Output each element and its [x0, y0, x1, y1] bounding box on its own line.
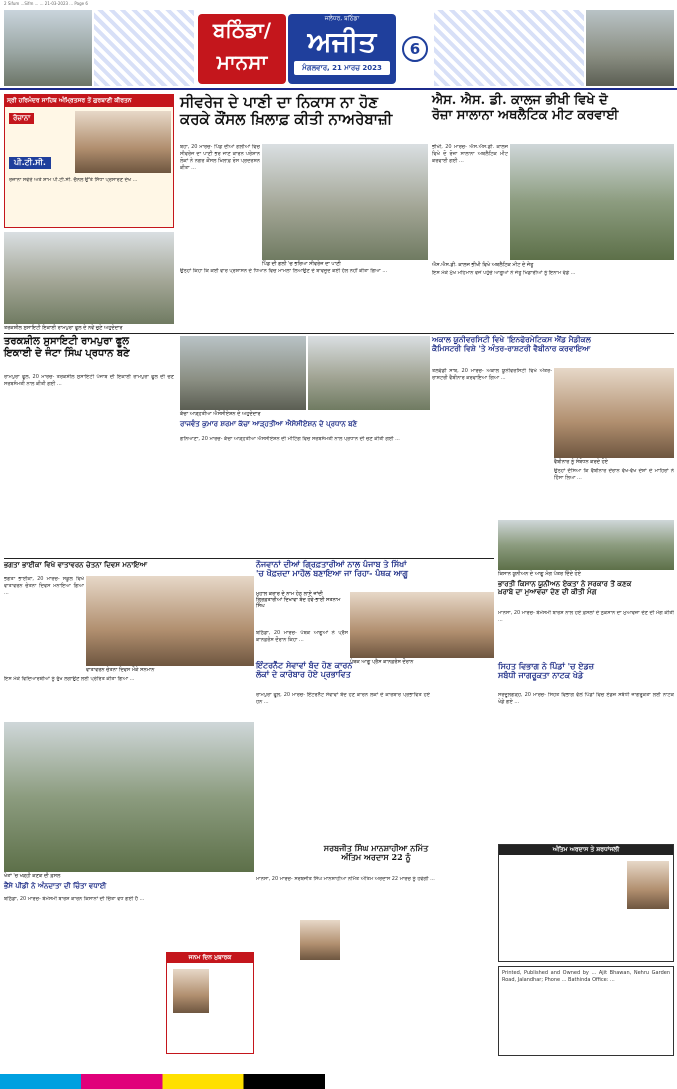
story7-headline: ਭਗਤਾ ਭਾਈਕਾ ਵਿਖੇ ਵਾਤਾਵਰਨ ਚੇਤਨਾ ਦਿਵਸ ਮਨਾਇਆ: [4, 560, 148, 569]
story12-headline-line1: ਸਰਬਜੀਤ ਸਿੰਘ ਮਾਨਸ਼ਾਹੀਆ ਨਮਿੱਤ: [323, 843, 429, 853]
story1-photo: [262, 144, 428, 260]
story4-photo-2: [308, 336, 430, 410]
story8-caption: ਪੰਥਕ ਆਗੂ ਪ੍ਰੈਸ ਕਾਨਫ਼ਰੰਸ ਦੌਰਾਨ: [350, 659, 414, 665]
story6-headline-line2: ਖ਼ਰਾਬੇ ਦਾ ਮੁਆਵਜ਼ਾ ਦੇਣ ਦੀ ਕੀਤੀ ਮੰਗ: [498, 587, 597, 597]
obituary-title: ਅੰਤਿਮ ਅਰਦਾਸ ਤੇ ਸ਼ਰਧਾਂਜਲੀ: [499, 845, 673, 855]
story2-photo: [510, 144, 674, 260]
masthead: [0, 8, 677, 90]
story3-photo: [4, 232, 174, 324]
story11-photo: [4, 722, 254, 872]
story2-headline: [432, 94, 674, 140]
story11-caption: ਖੇਤਾਂ 'ਚ ਖੜ੍ਹੀ ਕਣਕ ਦੀ ਫ਼ਸਲ: [4, 873, 61, 879]
story3-headline-line1: ਤਰਕਸ਼ੀਲ ਸੁਸਾਇਟੀ ਰਾਮਪੁਰਾ ਫੂਲ: [4, 336, 130, 347]
story5-body-cont: ਉਨ੍ਹਾਂ ਦੱਸਿਆ ਕਿ ਵੈਬੀਨਾਰ ਦੌਰਾਨ ਵੱਖ-ਵੱਖ ਦੇਸ਼ਾਂ ਦੇ ਮਾਹਿਰਾਂ ਨੇ ਹਿੱਸਾ ਲਿਆ ...: [554, 468, 674, 481]
ad-title: ਸ੍ਰੀ ਹਰਿਮੰਦਰ ਸਾਹਿਬ ਅੰਮ੍ਰਿਤਸਰ ਤੋਂ ਗੁਰਬਾਣੀ ਕੀਰਤਨ: [5, 95, 173, 107]
rule-2: [4, 558, 494, 559]
story4-caption: ਕੱਚਾ ਆੜ੍ਹਤੀਆ ਐਸੋਸੀਏਸ਼ਨ ਦੇ ਅਹੁਦੇਦਾਰ: [180, 411, 261, 417]
story9-headline-line2: ਸਬੰਧੀ ਜਾਗਰੂਕਤਾ ਨਾਟਕ ਖੇਡੇ: [498, 670, 584, 681]
story10-headline-line2: ਲੋਕਾਂ ਦੇ ਕਾਰੋਬਾਰ ਹੋਏ ਪ੍ਰਭਾਵਿਤ: [256, 669, 351, 680]
story4-headline: ਰਾਜਵੰਤ ਕੁਮਾਰ ਸ਼ਰਮਾ ਕੱਚਾ ਆੜ੍ਹਤੀਆ ਐਸੋਸੀਏਸ਼ਨ ਦੇ ਪ੍ਰਧਾਨ ਬਣੇ: [180, 419, 358, 428]
story9-body: ਸਰਦੂਲਗੜ੍ਹ, 20 ਮਾਰਚ- ਸਿਹਤ ਵਿਭਾਗ ਵੱਲੋਂ ਪਿੰਡਾਂ ਵਿਚ ਏਡਜ਼ ਸਬੰਧੀ ਜਾਗਰੂਕਤਾ ਲਈ ਨਾਟਕ ਖੇਡੇ ਗਏ ...: [498, 692, 674, 705]
story9-headline: [498, 662, 674, 690]
story12-headline: [256, 844, 496, 874]
story3-body: ਰਾਮਪੁਰਾ ਫੂਲ, 20 ਮਾਰਚ- ਤਰਕਸ਼ੀਲ ਸੁਸਾਇਟੀ ਪੰਜਾਬ ਦੀ ਇਕਾਈ ਰਾਮਪੁਰਾ ਫੂਲ ਦੀ ਚੋਣ ਸਰਬਸੰਮਤੀ ਨਾਲ ਕੀਤੀ ਗਈ ...: [4, 374, 174, 387]
issue-date: ਮੰਗਲਵਾਰ, 21 ਮਾਰਚ 2023: [294, 61, 390, 75]
story7-body-cont: ਇਸ ਮੌਕੇ ਵਿਦਿਆਰਥੀਆਂ ਨੂੰ ਰੁੱਖ ਲਗਾਉਣ ਲਈ ਪ੍ਰੇਰਿਤ ਕੀਤਾ ਗਿਆ ...: [4, 676, 135, 682]
story4-body: ਗੋਨਿਆਣਾ, 20 ਮਾਰਚ- ਕੱਚਾ ਆੜ੍ਹਤੀਆ ਐਸੋਸੀਏਸ਼ਨ ਦੀ ਮੀਟਿੰਗ ਵਿਚ ਸਰਬਸੰਮਤੀ ਨਾਲ ਪ੍ਰਧਾਨ ਦੀ ਚੋਣ ਕੀਤੀ ਗਈ ...: [180, 436, 400, 442]
ad-label-daily: ਰੋਜ਼ਾਨਾ: [9, 113, 34, 124]
story7-caption: ਵਾਤਾਵਰਨ ਚੇਤਨਾ ਦਿਵਸ ਮੌਕੇ ਸਨਮਾਨ: [86, 667, 155, 673]
story12-body: ਮਾਨਸਾ, 20 ਮਾਰਚ- ਸਰਬਜੀਤ ਸਿੰਘ ਮਾਨਸ਼ਾਹੀਆ ਨਮਿੱਤ ਅੰਤਿਮ ਅਰਦਾਸ 22 ਮਾਰਚ ਨੂੰ ਹੋਵੇਗੀ ...: [256, 876, 435, 882]
city-name-1: ਬਠਿੰਡਾ/: [212, 18, 272, 42]
story2-body: ਭੀਖੀ, 20 ਮਾਰਚ- ਐਸ.ਐਸ.ਡੀ. ਕਾਲਜ ਵਿਖੇ ਦੋ ਰੋਜ਼ਾ ਸਾਲਾਨਾ ਅਥਲੈਟਿਕ ਮੀਟ ਕਰਵਾਈ ਗਈ ...: [432, 144, 508, 164]
paper-logo: [288, 14, 396, 84]
ad-text: ਰੋਜ਼ਾਨਾ ਸਵੇਰੇ ਅਤੇ ਸ਼ਾਮ ਪੀ.ਟੀ.ਸੀ. ਚੈਨਲ ਉੱਤੇ ਸਿੱਧਾ ਪ੍ਰਸਾਰਣ ਦੇਖੋ ...: [9, 177, 138, 183]
story1-headline-line1: ਸੀਵਰੇਜ ਦੇ ਪਾਣੀ ਦਾ ਨਿਕਾਸ ਨਾ ਹੋਣ: [180, 93, 379, 111]
story6-photo: [498, 520, 674, 570]
story11-headline: ਭੈਂਸੇ ਪੀਂਡੀ ਨੇ ਅੰਨਦਾਤਾ ਦੀ ਚਿੰਤਾ ਵਧਾਈ: [4, 881, 107, 890]
story5-photo: [554, 368, 674, 458]
story6-caption: ਕਿਸਾਨ ਯੂਨੀਅਨ ਦੇ ਆਗੂ ਮੰਗ ਪੱਤਰ ਦਿੰਦੇ ਹੋਏ: [498, 571, 581, 577]
story6-body: ਮਾਨਸਾ, 20 ਮਾਰਚ- ਬੇਮੌਸਮੀ ਬਾਰਸ਼ ਨਾਲ ਹੋਏ ਫ਼ਸਲਾਂ ਦੇ ਨੁਕਸਾਨ ਦਾ ਮੁਆਵਜ਼ਾ ਦੇਣ ਦੀ ਮੰਗ ਕੀਤੀ ...: [498, 610, 674, 623]
story5-headline-line1: ਅਕਾਲ ਯੂਨੀਵਰਸਿਟੀ ਵਿਖੇ 'ਇਨਫੋਰਮੇਟਿਕਸ ਐਂਡ ਮੈਡੀਕਲ: [432, 335, 591, 344]
masthead-photo-right: [586, 10, 674, 86]
imprint-text: Printed, Published and Owned by ... Ajit Bhawan, Nehru Garden Road, Jalandhar; Phone ... Bathinda Office: ...: [502, 970, 670, 983]
obituary-photo: [627, 861, 669, 909]
golden-temple-photo: [75, 111, 171, 173]
birthday-box: [166, 952, 254, 1054]
story1-headline-line2: ਕਰਕੇ ਕੌਂਸਲ ਖ਼ਿਲਾਫ਼ ਕੀਤੀ ਨਾਅਰੇਬਾਜ਼ੀ: [180, 110, 393, 129]
story7-photo: [86, 576, 254, 666]
imprint-box: [498, 966, 674, 1056]
story7-body: ਭਗਤਾ ਭਾਈਕਾ, 20 ਮਾਰਚ- ਸਕੂਲ ਵਿਖੇ ਵਾਤਾਵਰਨ ਚੇਤਨਾ ਦਿਵਸ ਮਨਾਇਆ ਗਿਆ ...: [4, 576, 84, 596]
city-name-2: ਮਾਨਸਾ: [216, 50, 268, 74]
city-logo: [198, 14, 286, 84]
story12-photo: [300, 920, 340, 960]
gurbani-ad: [4, 94, 174, 228]
story2-body-cont: ਇਸ ਮੌਕੇ ਮੁੱਖ ਮਹਿਮਾਨ ਵਜੋਂ ਪਹੁੰਚੇ ਆਗੂਆਂ ਨੇ ਜੇਤੂ ਖਿਡਾਰੀਆਂ ਨੂੰ ਇਨਾਮ ਵੰਡੇ ...: [432, 270, 576, 276]
story11-body: ਬਠਿੰਡਾ, 20 ਮਾਰਚ- ਬੇਮੌਸਮੀ ਬਾਰਸ਼ ਕਾਰਨ ਕਿਸਾਨਾਂ ਦੀ ਚਿੰਤਾ ਵਧ ਗਈ ਹੈ ...: [4, 896, 145, 902]
print-strip: 2 Sifum ...Sifm ... ... 21-03-2023 ... Page 6: [4, 1, 88, 6]
story6-headline: [498, 580, 674, 608]
story8-subheadline: ਮੁਹਾਲ ਕਰਾਰ ਦੇ ਨਾਮ ਹੇਠ ਲਾਏ ਜਾਂਦੀ ਗ੍ਰਿਫ਼ਤਾਰੀਆਂ ਦਿਖਾਵਾ ਬੰਦ ਹੋਵੇ-ਭਾਈ ਸਤਨਾਮ ਸਿੰਘ: [256, 591, 341, 609]
color-bar: [0, 1074, 677, 1089]
story2-caption: ਐਸ.ਐਸ.ਡੀ. ਕਾਲਜ ਭੀਖੀ ਵਿਖੇ ਅਥਲੈਟਿਕ ਮੀਟ ਦੇ ਜੇਤੂ: [432, 262, 534, 268]
story8-headline-line1: ਨੌਜਵਾਨਾਂ ਦੀਆਂ ਗ੍ਰਿਫ਼ਤਾਰੀਆਂ ਨਾਲ ਪੰਜਾਬ ਤੇ ਸਿੱਖਾਂ: [256, 559, 407, 569]
story1-body-cont: ਉਨ੍ਹਾਂ ਕਿਹਾ ਕਿ ਕਈ ਵਾਰ ਪ੍ਰਸ਼ਾਸਨ ਦੇ ਧਿਆਨ ਵਿਚ ਮਾਮਲਾ ਲਿਆਉਣ ਦੇ ਬਾਵਜੂਦ ਕੋਈ ਹੱਲ ਨਹੀਂ ਕੀਤਾ ਗਿਆ ...: [180, 268, 388, 274]
story5-headline-line2: ਕੈਮਿਸਟਰੀ ਵਿਸ਼ੇ 'ਤੇ ਅੰਤਰ-ਰਾਸ਼ਟਰੀ ਵੈਬੀਨਾਰ ਕਰਵਾਇਆ: [432, 343, 591, 353]
story10-body: ਰਾਮਪੁਰਾ ਫੂਲ, 20 ਮਾਰਚ- ਇੰਟਰਨੈੱਟ ਸੇਵਾਵਾਂ ਬੰਦ ਹੋਣ ਕਾਰਨ ਲੋਕਾਂ ਦੇ ਕਾਰੋਬਾਰ ਪ੍ਰਭਾਵਿਤ ਹੋਏ ਹਨ ...: [256, 692, 430, 705]
story8-photo: [350, 592, 494, 658]
story8-body: ਬਠਿੰਡਾ, 20 ਮਾਰਚ- ਪੰਥਕ ਆਗੂਆਂ ਨੇ ਪ੍ਰੈਸ ਕਾਨਫ਼ਰੰਸ ਦੌਰਾਨ ਕਿਹਾ ...: [256, 630, 348, 643]
story2-headline-line1: ਐਸ. ਐਸ. ਡੀ. ਕਾਲਜ ਭੀਖੀ ਵਿਖੇ ਦੋ: [432, 93, 608, 108]
rule-1: [4, 333, 674, 334]
masthead-pattern-right: [434, 10, 584, 86]
story1-body: ਬੋਹਾ, 20 ਮਾਰਚ- ਪਿੰਡ ਦੀਆਂ ਗਲੀਆਂ ਵਿਚ ਸੀਵਰੇਜ ਦਾ ਪਾਣੀ ਭਰ ਜਾਣ ਕਾਰਨ ਪਰੇਸ਼ਾਨ ਲੋਕਾਂ ਨੇ ਨਗਰ ਕੌਂਸਲ ਖ਼ਿਲਾਫ਼ ਰੋਸ ਪ੍ਰਦਰਸ਼ਨ ਕੀਤਾ ...: [180, 144, 260, 171]
masthead-photo-left: [4, 10, 92, 86]
story8-headline-line2: 'ਚ ਖੌਫ਼ਜ਼ਦਾ ਮਾਹੌਲ ਬਣਾਇਆ ਜਾ ਰਿਹਾ- ਪੰਥਕ ਆਗੂ: [256, 568, 408, 579]
birthday-title: ਜਨਮ ਦਿਨ ਮੁਬਾਰਕ: [167, 953, 253, 963]
story5-caption: ਵੈਬੀਨਾਰ ਨੂੰ ਸੰਬੋਧਨ ਕਰਦੇ ਹੋਏ: [554, 459, 608, 465]
story10-headline-line1: ਇੰਟਰਨੈੱਟ ਸੇਵਾਵਾਂ ਬੰਦ ਹੋਣ ਕਾਰਨ: [256, 660, 353, 670]
ad-label-ptc: ਪੀ.ਟੀ.ਸੀ.: [9, 157, 51, 169]
story12-headline-line2: ਅੰਤਿਮ ਅਰਦਾਸ 22 ਨੂੰ: [341, 852, 411, 863]
story1-caption: ਪਿੰਡ ਦੀ ਗਲੀ 'ਚ ਭਰਿਆ ਸੀਵਰੇਜ ਦਾ ਪਾਣੀ: [262, 261, 341, 267]
story5-body: ਤਲਵੰਡੀ ਸਾਬੋ, 20 ਮਾਰਚ- ਅਕਾਲ ਯੂਨੀਵਰਸਿਟੀ ਵਿਖੇ ਅੰਤਰ-ਰਾਸ਼ਟਰੀ ਵੈਬੀਨਾਰ ਕਰਵਾਇਆ ਗਿਆ ...: [432, 368, 552, 381]
story6-headline-line1: ਭਾਰਤੀ ਕਿਸਾਨ ਯੂਨੀਅਨ ਏਕਤਾ ਨੇ ਸਰਕਾਰ ਤੋਂ ਕਣਕ: [498, 579, 632, 588]
story4-photo: [180, 336, 306, 410]
masthead-pattern-left: [94, 10, 194, 86]
story3-headline: [4, 336, 174, 372]
story1-headline: [180, 94, 430, 140]
paper-name: ਅਜੀਤ: [307, 25, 377, 58]
story5-headline: [432, 336, 674, 366]
story3-headline-line2: ਇਕਾਈ ਦੇ ਜੰਟਾ ਸਿੰਘ ਪ੍ਰਧਾਨ ਬਣੇ: [4, 347, 130, 359]
story9-headline-line1: ਸਿਹਤ ਵਿਭਾਗ ਨੇ ਪਿੰਡਾਂ 'ਚ ਏਡਜ਼: [498, 661, 594, 671]
story8-headline: [256, 560, 496, 588]
story3-caption: ਤਰਕਸ਼ੀਲ ਸੁਸਾਇਟੀ ਇਕਾਈ ਰਾਮਪੁਰਾ ਫੂਲ ਦੇ ਨਵੇਂ ਚੁਣੇ ਅਹੁਦੇਦਾਰ: [4, 325, 123, 331]
story2-headline-line2: ਰੋਜ਼ਾ ਸਾਲਾਨਾ ਅਥਲੈਟਿਕ ਮੀਟ ਕਰਵਾਈ: [432, 107, 619, 123]
page-number: 6: [402, 36, 428, 62]
edition-label: ਜਲੰਧਰ, ਬਠਿੰਡਾ: [324, 15, 360, 22]
obituary-box: [498, 844, 674, 962]
birthday-photo: [173, 969, 209, 1013]
